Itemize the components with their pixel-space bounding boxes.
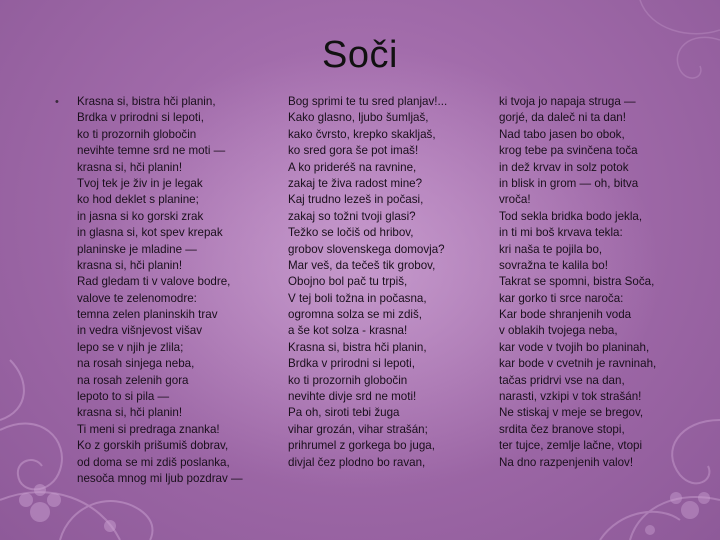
poem-line: Krasna si, bistra hči planin, — [288, 340, 427, 354]
poem-line: gorjé, da daleč ni ta dan! — [499, 111, 626, 125]
poem-line: sovražna te kalila bo! — [499, 258, 608, 272]
poem-line: kar vode v tvojih bo planinah, — [499, 340, 650, 354]
poem-line: Težko se ločiš od hribov, — [288, 226, 414, 240]
poem-line: Bog sprimi te tu sred planjav!... — [288, 95, 448, 108]
poem-column-2 — [288, 94, 447, 471]
poem-line: krasna si, hči planin! — [77, 406, 183, 420]
poem-line: kako čvrsto, krepko skakljaš, — [288, 127, 436, 141]
poem-line: in vedra višnjevost višav — [77, 324, 203, 338]
poem-line: nesoča mnog mi ljub pozdrav — — [77, 471, 243, 485]
poem-line: ter tujce, zemlje lačne, vtopi — [499, 439, 643, 453]
poem-line: kri naša te pojila bo, — [499, 242, 603, 256]
poem-column-1 — [77, 94, 243, 487]
poem-line: ki tvoja jo napaja struga — — [499, 95, 636, 108]
poem-line: Pa oh, siroti tebi žuga — [288, 406, 400, 420]
poem-column-3 — [499, 94, 656, 471]
poem-line: in ti mi boš krvava tekla: — [499, 226, 623, 240]
poem-line: nevihte temne srd ne moti — — [77, 144, 226, 158]
poem-line: Ko z gorskih prišumiš dobrav, — [77, 439, 229, 453]
poem-line: Obojno bol pač tu trpiš, — [288, 275, 408, 289]
poem-line: prihrumel z gorkega bo juga, — [288, 439, 435, 453]
poem-line: divjal čez plodno bo ravan, — [288, 455, 426, 469]
poem-line: in glasna si, kot spev krepak — [77, 226, 223, 240]
poem-line: in blisk in grom — oh, bitva — [499, 176, 639, 190]
poem-line: vroča! — [499, 193, 531, 207]
poem-line: lepoto to si pila — — [77, 390, 170, 404]
poem-line: ko hod deklet s planine; — [77, 193, 199, 207]
poem-line: valove te zelenomodre: — [77, 291, 197, 305]
poem-line: ko ti prozornih globočin — [288, 373, 408, 387]
poem-line: Mar veš, da tečeš tik grobov, — [288, 258, 436, 272]
poem-line: zakaj so tožni tvoji glasi? — [288, 209, 416, 223]
poem-line: Kaj trudno lezeš in počasi, — [288, 193, 424, 207]
poem-line: na rosah zelenih gora — [77, 373, 189, 387]
poem-line: vihar grozán, vihar strašán; — [288, 422, 428, 436]
poem-line: planinske je mladine — — [77, 242, 197, 256]
poem-line: Rad gledam ti v valove bodre, — [77, 275, 231, 289]
poem-line: a še kot solza - krasna! — [288, 324, 408, 338]
poem-line: od doma se mi zdiš poslanka, — [77, 455, 230, 469]
poem-line: Brdka v prirodni si lepoti, — [77, 111, 204, 125]
poem-line: ogromna solza se mi zdiš, — [288, 308, 423, 322]
poem-line: Tvoj tek je živ in je legak — [77, 176, 203, 190]
bullet-marker: • — [55, 96, 59, 108]
poem-line: krasna si, hči planin! — [77, 258, 183, 272]
poem-line: narasti, vzkipi v tok strašán! — [499, 390, 642, 404]
poem-line: Brdka v prirodni si lepoti, — [288, 357, 415, 371]
poem-line: in jasna si ko gorski zrak — [77, 209, 204, 223]
poem-line: temna zelen planinskih trav — [77, 308, 218, 322]
poem-line: in dež krvav in solz potok — [499, 160, 629, 174]
poem-line: Ne stiskaj v meje se bregov, — [499, 406, 644, 420]
poem-line: Krasna si, bistra hči planin, — [77, 95, 216, 108]
poem-line: ko sred gora še pot imaš! — [288, 144, 419, 158]
poem-line: lepo se v njih je zlila; — [77, 340, 184, 354]
poem-line: Takrat se spomni, bistra Soča, — [499, 275, 655, 289]
slide-title: Soči — [322, 34, 398, 76]
poem-line: krasna si, hči planin! — [77, 160, 183, 174]
poem-line: na rosah sinjega neba, — [77, 357, 195, 371]
poem-line: kar gorko ti srce naroča: — [499, 291, 624, 305]
poem-line: nevihte divje srd ne moti! — [288, 390, 417, 404]
poem-line: srdita čez branove stopi, — [499, 422, 625, 436]
poem-line: Na dno razpenjenih valov! — [499, 455, 634, 469]
poem-line: v oblakih tvojega neba, — [499, 324, 618, 338]
poem-line: Tod sekla bridka bodo jekla, — [499, 209, 643, 223]
poem-line: Kar bode shranjenih voda — [499, 308, 632, 322]
poem-line: A ko prideréš na ravnine, — [288, 160, 417, 174]
poem-line: Kako glasno, ljubo šumljaš, — [288, 111, 429, 125]
poem-line: Nad tabo jasen bo obok, — [499, 127, 625, 141]
poem-line: tačas pridrvi vse na dan, — [499, 373, 625, 387]
poem-line: V tej boli tožna in počasna, — [288, 291, 427, 305]
poem-line: krog tebe pa svinčena toča — [499, 144, 638, 158]
poem-line: Ti meni si predraga znanka! — [77, 422, 220, 436]
poem-line: grobov slovenskega domovja? — [288, 242, 445, 256]
poem-line: zakaj te živa radost mine? — [288, 176, 423, 190]
poem-line: ko ti prozornih globočin — [77, 127, 197, 141]
poem-line: kar bode v cvetnih je ravninah, — [499, 357, 657, 371]
